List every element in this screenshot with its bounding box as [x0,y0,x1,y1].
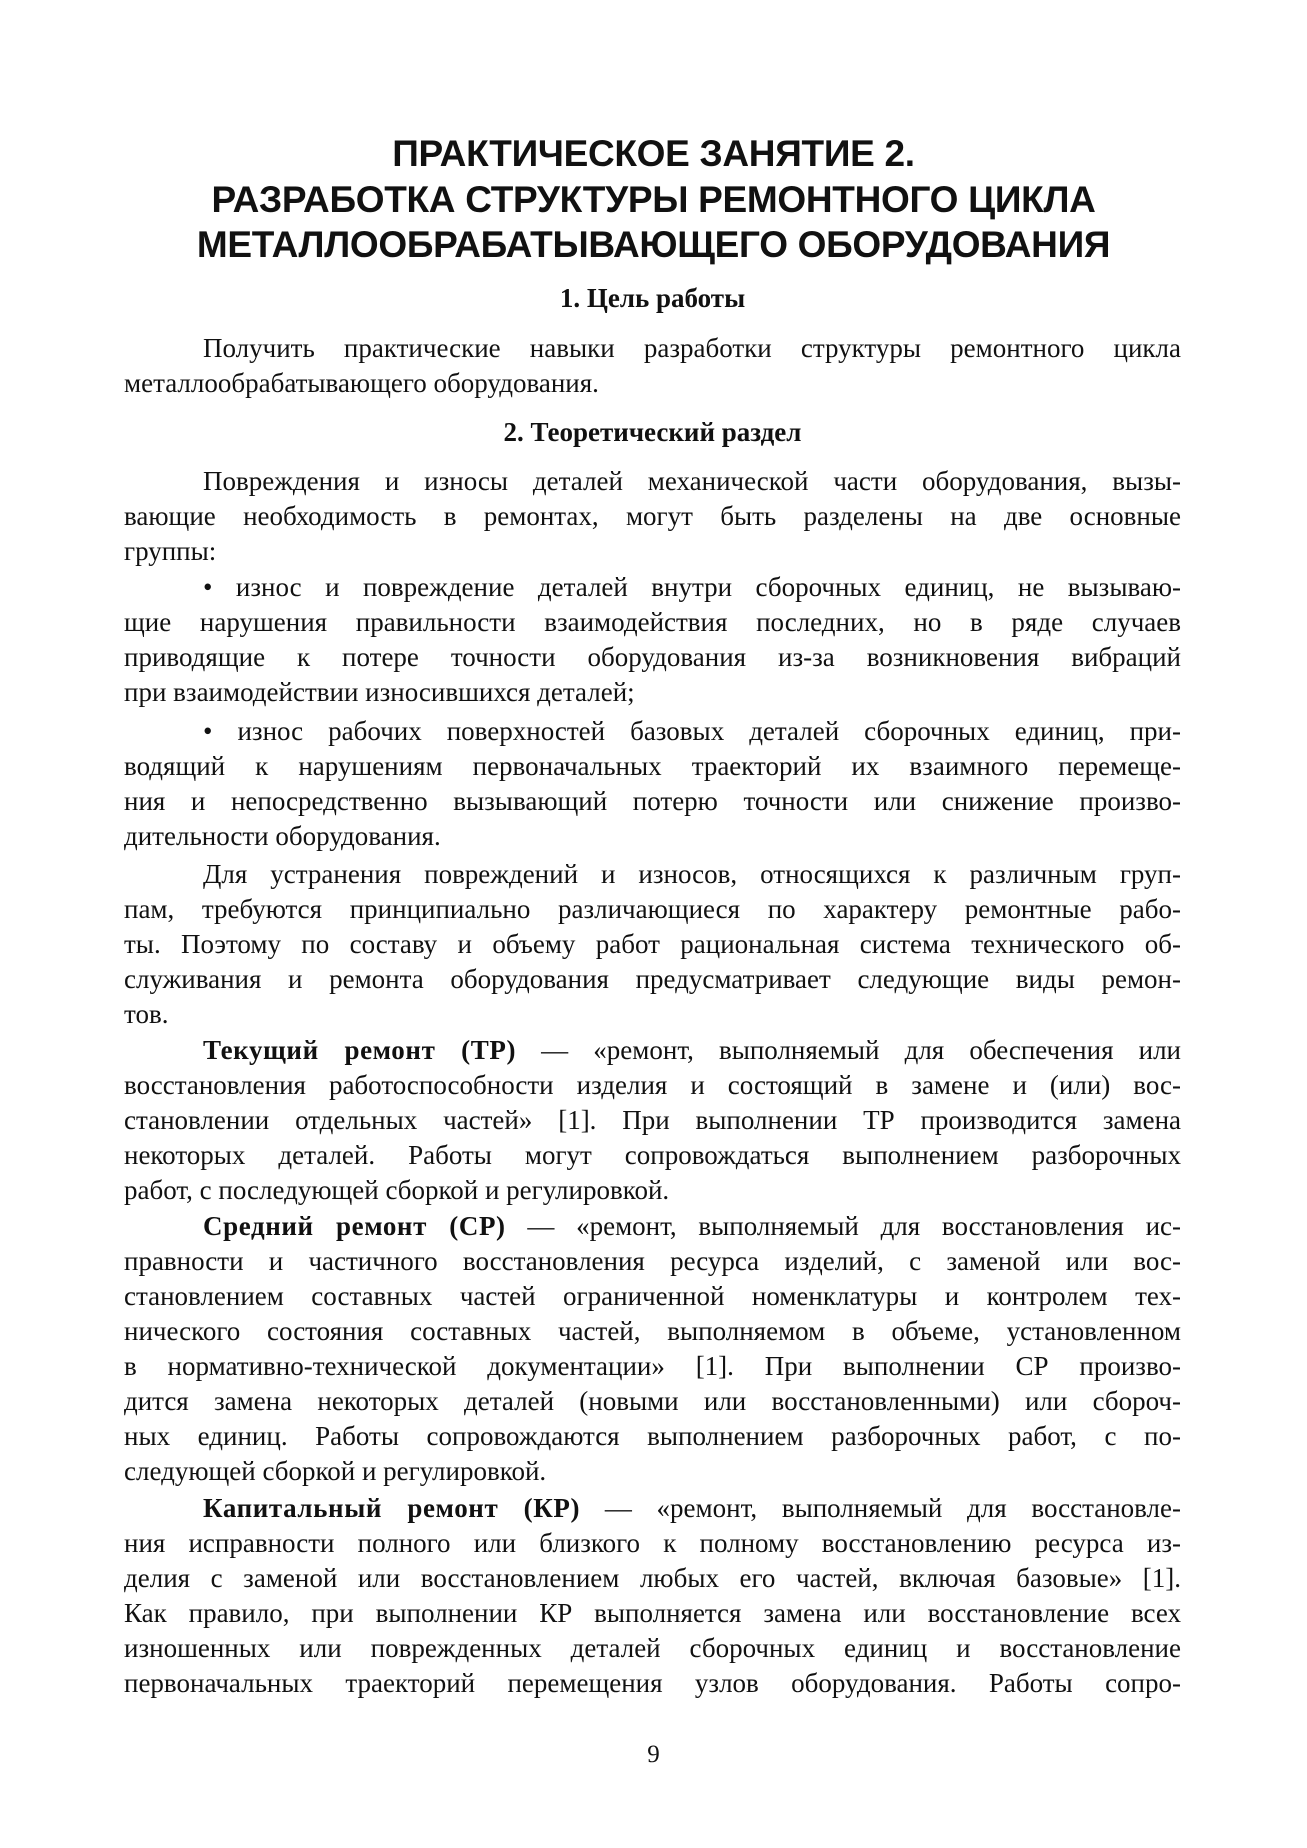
line-text: Для устранения повреждений и износов, относящихся к различным груп- [203,859,1181,889]
text-line [124,464,1181,499]
text-line [124,366,1181,401]
heading-theory: 2. Теоретический раздел [503,417,802,447]
text-line [124,714,1181,749]
bullet-item-1 [124,570,1181,710]
line-text: становлении отдельных частей» [1]. При выполнении ТР производится замена [124,1105,1181,1135]
text-line [124,857,1181,892]
line-text: пам, требуются принципиально различающиеся по характеру ремонтные рабо- [124,894,1181,924]
text-line [124,534,1181,569]
line-text: дительности оборудования. [124,821,441,851]
line-text: правности и частичного восстановления ресурса изделий, с заменой или вос- [124,1246,1181,1276]
text-line [124,784,1181,819]
line-text: группы: [124,536,217,566]
line-text: ты. Поэтому по составу и объему работ рациональная система технического об- [124,929,1181,959]
line-text: следующей сборкой и регулировкой. [124,1456,547,1486]
line-text: щие нарушения правильности взаимодействия последних, но в ряде случаев [124,607,1181,637]
line-text: дится замена некоторых деталей (новыми или восстановленными) или сбороч- [124,1386,1181,1416]
text-line [124,962,1181,997]
line-text: делия с заменой или восстановлением любых его частей, включая базовые» [1]. [124,1563,1181,1593]
paragraph-medium-repair [124,1209,1181,1489]
line-text: Как правило, при выполнении КР выполняется замена или восстановление всех [124,1598,1181,1628]
title-line: МЕТАЛЛООБРАБАТЫВАЮЩЕГО ОБОРУДОВАНИЯ [196,224,1111,265]
line-text: первоначальных траекторий перемещения узлов оборудования. Работы сопро- [124,1668,1181,1698]
line-text: Повреждения и износы деталей механической части оборудования, вызы- [203,466,1181,496]
text-line [124,1033,1181,1068]
text-line [124,1419,1181,1454]
line-text: металлообрабатывающего оборудования. [124,368,599,398]
line-text: — «ремонт, выполняемый для восстановле- [580,1493,1181,1523]
line-text: — «ремонт, выполняемый для обеспечения или [516,1035,1181,1065]
text-line [124,749,1181,784]
page-title [0,131,1307,268]
heading-goal: 1. Цель работы [559,283,746,313]
paragraph-current-repair [124,1033,1181,1208]
text-line [124,1631,1181,1666]
line-text: тов. [124,999,169,1029]
line-text: ния и непосредственно вызывающий потерю точности или снижение произво- [124,786,1181,816]
text-line [124,1349,1181,1384]
text-line [124,1279,1181,1314]
bullet-item-2 [124,714,1181,854]
text-line [124,1491,1181,1526]
text-line [124,1666,1181,1701]
line-text: водящий к нарушениям первоначальных траекторий их взаимного перемеще- [124,751,1181,781]
line-text: восстановления работоспособности изделия и состоящий в замене и (или) вос- [124,1070,1181,1100]
title-line: ПРАКТИЧЕСКОЕ ЗАНЯТИЕ 2. [392,133,915,174]
line-text: работ, с последующей сборкой и регулировкой. [124,1175,670,1205]
text-line [124,1561,1181,1596]
line-text: изношенных или поврежденных деталей сборочных единиц и восстановление [124,1633,1181,1663]
text-line [124,892,1181,927]
text-line [124,1244,1181,1279]
text-line [124,997,1181,1032]
text-line [124,605,1181,640]
paragraph-capital-repair [124,1491,1181,1701]
line-text: становлением составных частей ограниченной номенклатуры и контролем тех- [124,1281,1181,1311]
line-text: служивания и ремонта оборудования предусматривает следующие виды ремон- [124,964,1181,994]
text-line [124,499,1181,534]
line-text: ных единиц. Работы сопровождаются выполнением разборочных работ, с по- [124,1421,1181,1451]
line-text: Получить практические навыки разработки структуры ремонтного цикла [203,333,1181,363]
line-text: некоторых деталей. Работы могут сопровождаться выполнением разборочных [124,1140,1181,1170]
text-line [124,819,1181,854]
paragraph-intro [124,464,1181,569]
term-lead: Капитальный ремонт (КР) [203,1493,581,1523]
line-text: приводящие к потере точности оборудования из-за возникновения вибраций [124,642,1181,672]
text-line [124,1173,1181,1208]
text-line [124,640,1181,675]
text-line [124,1103,1181,1138]
text-line [124,1384,1181,1419]
text-line [124,675,1181,710]
text-line [124,1596,1181,1631]
text-line [124,1209,1181,1244]
line-text: нического состояния составных частей, выполняемом в объеме, установленном [124,1316,1181,1346]
text-line [124,331,1181,366]
page-number: 9 [647,1741,660,1768]
term-lead: Средний ремонт (СР) [203,1211,506,1241]
line-text: в нормативно-технической документации» [1]. При выполнении СР произво- [124,1351,1181,1381]
line-text: — «ремонт, выполняемый для восстановления ис- [505,1211,1182,1241]
text-line [124,1068,1181,1103]
term-lead: Текущий ремонт (ТР) [203,1035,517,1065]
line-text: • износ рабочих поверхностей базовых деталей сборочных единиц, при- [203,716,1181,746]
text-line [124,1454,1181,1489]
line-text: • износ и повреждение деталей внутри сборочных единиц, не вызываю- [203,572,1181,602]
paragraph-goal [124,331,1181,401]
paragraph-repair-types [124,857,1181,1032]
text-line [124,1314,1181,1349]
line-text: вающие необходимость в ремонтах, могут быть разделены на две основные [124,501,1181,531]
text-line [124,1526,1181,1561]
line-text: ния исправности полного или близкого к полному восстановлению ресурса из- [124,1528,1181,1558]
text-line [124,1138,1181,1173]
line-text: при взаимодействии износившихся деталей; [124,677,635,707]
title-line: РАЗРАБОТКА СТРУКТУРЫ РЕМОНТНОГО ЦИКЛА [211,178,1096,220]
text-line [124,927,1181,962]
text-line [124,570,1181,605]
